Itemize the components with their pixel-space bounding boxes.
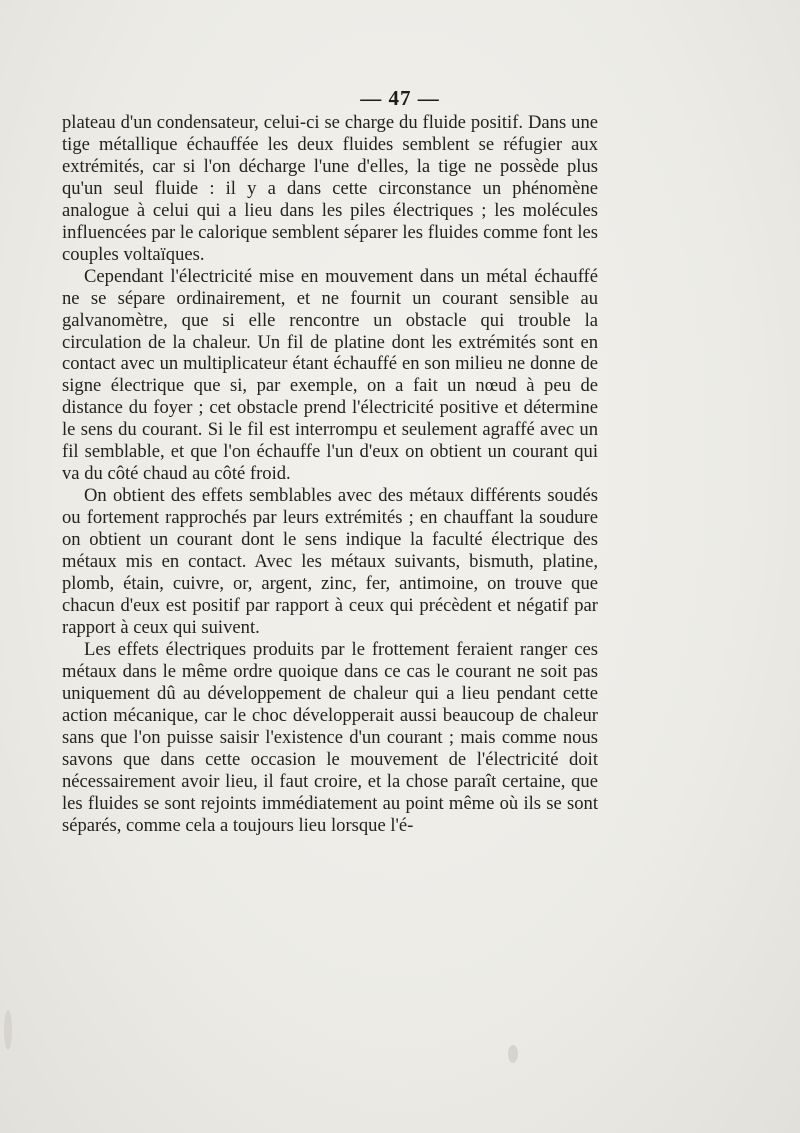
paper-stain [508, 1045, 518, 1063]
paragraph: plateau d'un condensateur, celui-ci se charge du fluide positif. Dans une tige métallique échauffée les deux fluides semblent se réfugier aux extrémités, car si l'on décharge l'une d'elles, la tige ne possède plus qu'un seul fluide : il y a dans cette circonstance un phénomène analogue à celui qui a lieu dans les piles électriques ; les molécules influencées par le calorique semblent séparer les fluides comme font les couples voltaïques. [62, 112, 598, 265]
paragraph: Les effets électriques produits par le frottement feraient ranger ces métaux dans le même ordre quoique dans ce cas le courant ne soit pas uniquement dû au développement de chaleur qui a lieu pendant cette action mécanique, car le choc développerait aussi beaucoup de chaleur sans que l'on puisse saisir l'existence d'un courant ; mais comme nous savons que dans cette occasion le mouvement de l'électricité doit nécessairement avoir lieu, il faut croire, et la chose paraît certaine, que les fluides se sont rejoints immédiatement au point même où ils se sont séparés, comme cela a toujours lieu lorsque l'é- [62, 638, 598, 836]
paper-stain [4, 1010, 12, 1050]
page-number: — 47 — [360, 86, 440, 110]
body-text [62, 112, 598, 836]
paragraph: Cependant l'électricité mise en mouvement dans un métal échauffé ne se sépare ordinairement, et ne fournit un courant sensible au galvanomètre, que si elle rencontre un obstacle qui trouble la circulation de la chaleur. Un fil de platine dont les extrémités sont en contact avec un multiplicateur étant échauffé en son milieu ne donne de signe électrique que si, par exemple, on a fait un nœud à peu de distance du foyer ; cet obstacle prend l'électricité positive et détermine le sens du courant. Si le fil est interrompu et seulement agraffé avec un fil semblable, et que l'on échauffe l'un d'eux on obtient un courant qui va du côté chaud au côté froid. [62, 265, 598, 485]
paragraph: On obtient des effets semblables avec des métaux différents soudés ou fortement rapprochés par leurs extrémités ; en chauffant la soudure on obtient un courant dont le sens indique la faculté électrique des métaux mis en contact. Avec les métaux suivants, bismuth, platine, plomb, étain, cuivre, or, argent, zinc, fer, antimoine, on trouve que chacun d'eux est positif par rapport à ceux qui précèdent et négatif par rapport à ceux qui suivent. [62, 485, 598, 638]
